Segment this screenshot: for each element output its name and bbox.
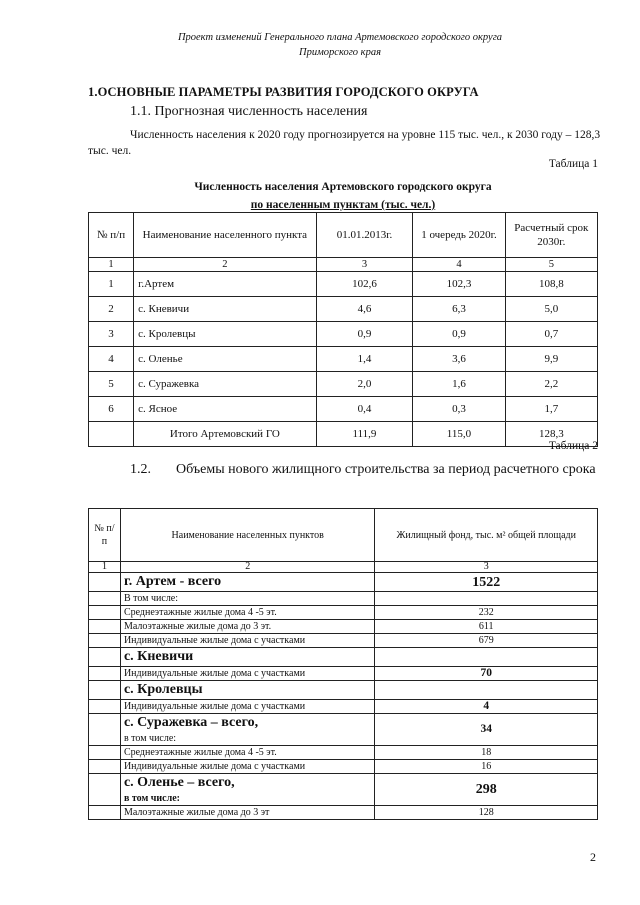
table-cell: 6,3 xyxy=(413,297,505,322)
table-1-caption-line-1: Численность населения Артемовского городского округа xyxy=(194,181,492,193)
table-row xyxy=(89,746,598,760)
column-number: 4 xyxy=(413,258,505,272)
table-cell: 102,6 xyxy=(316,272,413,297)
table-cell: 1,4 xyxy=(316,347,413,372)
total-value: 115,0 xyxy=(413,422,505,447)
column-number-row xyxy=(89,258,598,272)
column-number: 3 xyxy=(316,258,413,272)
table-row xyxy=(89,620,598,634)
table-2-label: Таблица 2 xyxy=(548,440,598,452)
table-row xyxy=(89,347,598,372)
table-row xyxy=(89,774,598,806)
housing-value: 16 xyxy=(375,760,598,774)
settlement-group xyxy=(120,714,375,746)
table-row xyxy=(89,760,598,774)
table-cell: Малоэтажные жилые дома до 3 эт xyxy=(120,806,375,820)
table-cell: Индивидуальные жилые дома с участками xyxy=(120,760,375,774)
table-row xyxy=(89,573,598,592)
table-row xyxy=(89,648,598,667)
table-cell: 4,6 xyxy=(316,297,413,322)
table-cell: 2,2 xyxy=(505,372,597,397)
header-cell: Наименование населенных пунктов xyxy=(120,509,375,562)
table-header-row xyxy=(89,213,598,258)
subsection-title-2 xyxy=(130,460,600,479)
table-cell: с. Кролевцы xyxy=(134,322,317,347)
header-cell: Расчетный срок 2030г. xyxy=(505,213,597,258)
total-value: 111,9 xyxy=(316,422,413,447)
table-cell: 4 xyxy=(89,347,134,372)
table-row xyxy=(89,667,598,681)
housing-value: 679 xyxy=(375,634,598,648)
subsection-text: Объемы нового жилищного строительства за период расчетного срока xyxy=(176,462,596,477)
settlement-name: с. Суражевка – всего, xyxy=(123,715,259,730)
table-cell: 5,0 xyxy=(505,297,597,322)
table-cell: Среднеэтажные жилые дома 4 -5 эт. xyxy=(120,746,375,760)
settlement-subnote: в том числе: xyxy=(123,733,177,744)
column-number: 1 xyxy=(89,258,134,272)
population-table xyxy=(88,212,598,447)
housing-value: 34 xyxy=(375,714,598,746)
column-number: 2 xyxy=(120,562,375,573)
header-cell: 01.01.2013г. xyxy=(316,213,413,258)
settlement-name: с. Кролевцы xyxy=(120,681,375,700)
paragraph-population: Численность населения к 2020 году прогнозируется на уровне 115 тыс. чел., к 2030 году – 128,3 тыс. чел. xyxy=(88,129,601,157)
column-number: 5 xyxy=(505,258,597,272)
table-cell: Индивидуальные жилые дома с участками xyxy=(120,634,375,648)
header-cell: 1 очередь 2020г. xyxy=(413,213,505,258)
page-header xyxy=(0,30,640,60)
table-cell: 6 xyxy=(89,397,134,422)
table-cell: с. Оленье xyxy=(134,347,317,372)
header-line-1: Проект изменений Генерального плана Артемовского городского округа xyxy=(177,32,503,43)
total-label: Итого Артемовский ГО xyxy=(134,422,317,447)
table-1-label: Таблица 1 xyxy=(548,158,598,170)
subsection-title-1: 1.1. Прогнозная численность населения xyxy=(130,104,368,119)
total-value: 128,3 xyxy=(505,422,597,447)
table-cell: 0,3 xyxy=(413,397,505,422)
table-cell: 1 xyxy=(89,272,134,297)
header-cell: Наименование населенного пункта xyxy=(134,213,317,258)
table-cell: 102,3 xyxy=(413,272,505,297)
table-cell: г.Артем xyxy=(134,272,317,297)
settlement-subnote: в том числе: xyxy=(123,793,180,804)
table-row xyxy=(89,714,598,746)
table-cell: 9,9 xyxy=(505,347,597,372)
header-cell: № п/п xyxy=(89,509,121,562)
header-cell: Жилищный фонд, тыс. м² общей площади xyxy=(375,509,598,562)
settlement-group xyxy=(120,774,375,806)
settlement-name: г. Артем - всего xyxy=(120,573,375,592)
table-cell: 108,8 xyxy=(505,272,597,297)
table-row xyxy=(89,272,598,297)
table-row xyxy=(89,806,598,820)
table-cell xyxy=(89,422,134,447)
table-total-row xyxy=(89,422,598,447)
housing-value: 232 xyxy=(375,606,598,620)
table-cell: 1,7 xyxy=(505,397,597,422)
table-cell: 0,9 xyxy=(413,322,505,347)
table-cell: 0,7 xyxy=(505,322,597,347)
table-cell: с. Кневичи xyxy=(134,297,317,322)
housing-value: 611 xyxy=(375,620,598,634)
table-row xyxy=(89,634,598,648)
table-row xyxy=(89,397,598,422)
housing-value: 128 xyxy=(375,806,598,820)
table-header-row xyxy=(89,509,598,562)
table-row xyxy=(89,592,598,606)
table-cell: 3,6 xyxy=(413,347,505,372)
table-cell: Малоэтажные жилые дома до 3 эт. xyxy=(120,620,375,634)
housing-table xyxy=(88,508,598,820)
table-cell: 5 xyxy=(89,372,134,397)
table-cell: 2,0 xyxy=(316,372,413,397)
housing-value: 4 xyxy=(375,700,598,714)
housing-value: 18 xyxy=(375,746,598,760)
table-cell: Индивидуальные жилые дома с участками xyxy=(120,700,375,714)
table-row xyxy=(89,297,598,322)
settlement-name: с. Кневичи xyxy=(120,648,375,667)
column-number: 3 xyxy=(375,562,598,573)
table-row xyxy=(89,681,598,700)
table-row xyxy=(89,322,598,347)
table-cell: 1,6 xyxy=(413,372,505,397)
table-cell: с. Суражевка xyxy=(134,372,317,397)
header-line-2: Приморского края xyxy=(299,47,381,58)
column-number: 2 xyxy=(134,258,317,272)
table-row xyxy=(89,372,598,397)
table-1-caption xyxy=(88,178,598,214)
page-number: 2 xyxy=(590,850,596,864)
subsection-number: 1.2. xyxy=(130,462,151,477)
table-cell: Индивидуальные жилые дома с участками xyxy=(120,667,375,681)
column-number-row xyxy=(89,562,598,573)
table-cell: Среднеэтажные жилые дома 4 -5 эт. xyxy=(120,606,375,620)
column-number: 1 xyxy=(89,562,121,573)
table-cell: В том числе: xyxy=(120,592,375,606)
housing-value: 1522 xyxy=(375,573,598,592)
table-1-caption-line-2: по населенным пунктам (тыс. чел.) xyxy=(250,199,436,211)
table-row xyxy=(89,700,598,714)
table-cell: с. Ясное xyxy=(134,397,317,422)
table-cell: 0,9 xyxy=(316,322,413,347)
settlement-name: с. Оленье – всего, xyxy=(123,775,235,790)
housing-value: 70 xyxy=(375,667,598,681)
table-cell: 2 xyxy=(89,297,134,322)
section-title: 1.ОСНОВНЫЕ ПАРАМЕТРЫ РАЗВИТИЯ ГОРОДСКОГО ОКРУГА xyxy=(88,85,479,99)
housing-value: 298 xyxy=(375,774,598,806)
table-cell: 3 xyxy=(89,322,134,347)
header-cell: № п/п xyxy=(89,213,134,258)
table-cell: 0,4 xyxy=(316,397,413,422)
table-row xyxy=(89,606,598,620)
